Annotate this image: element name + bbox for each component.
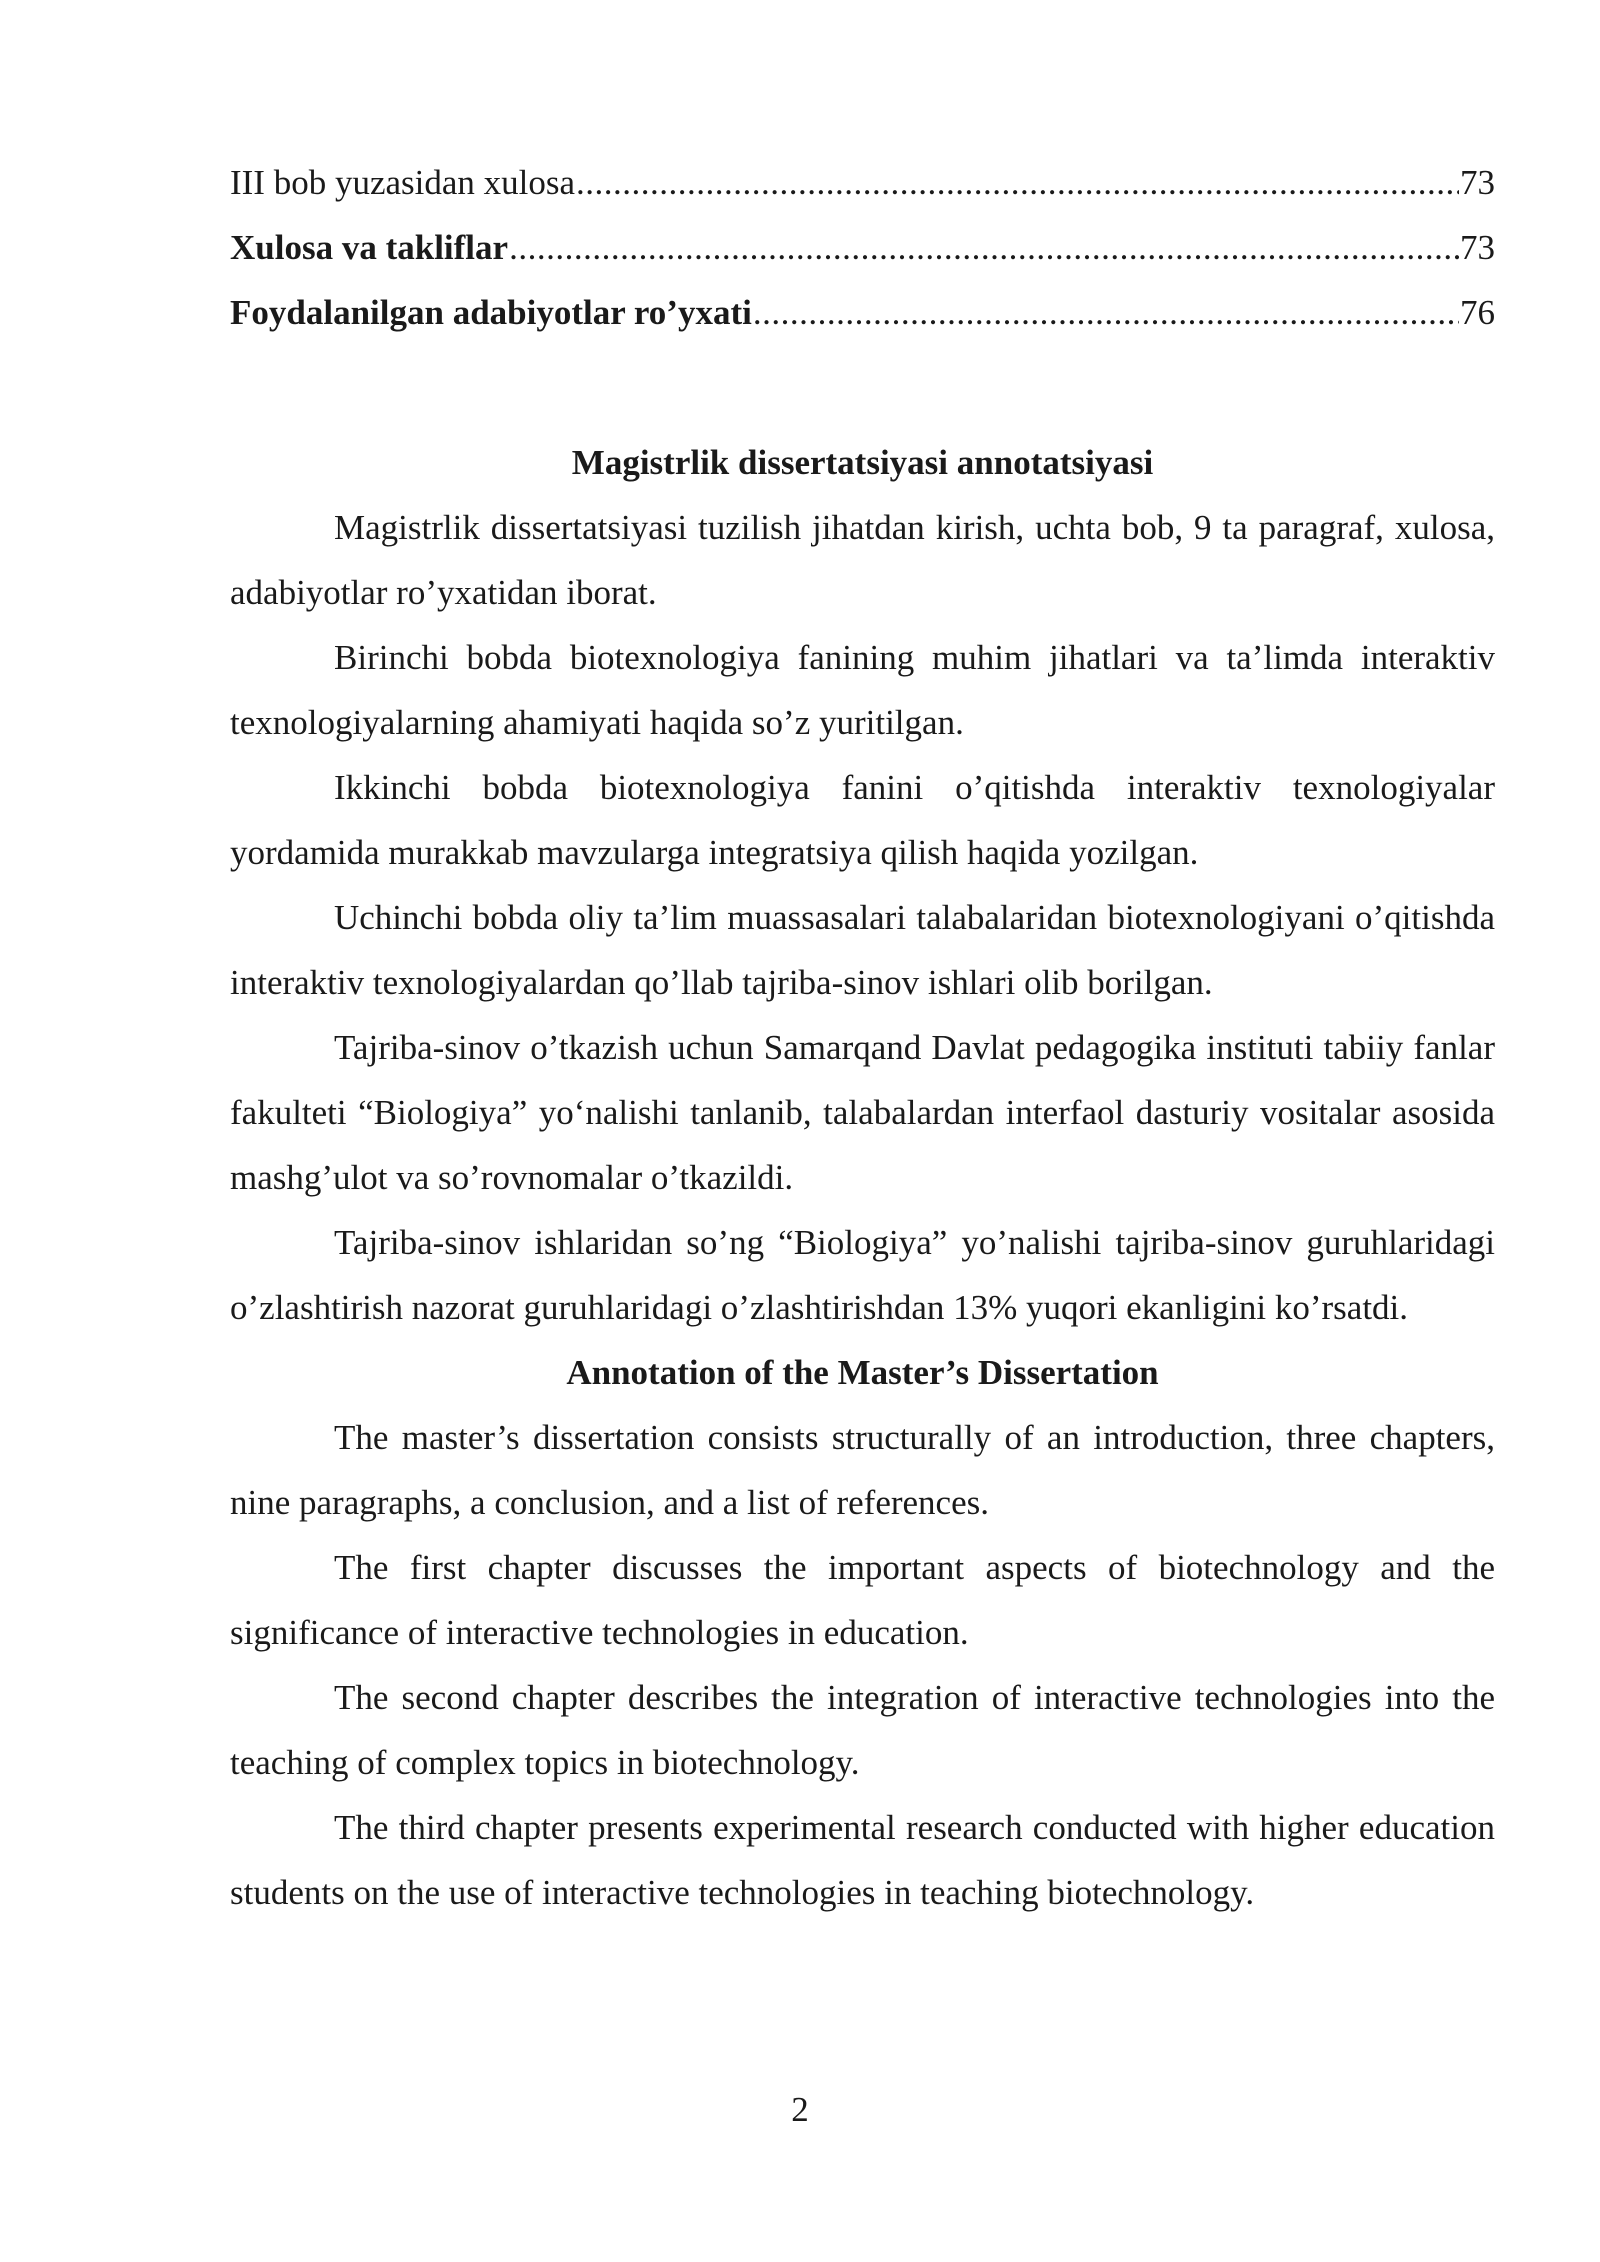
annotation-uz-paragraph: Tajriba-sinov o’tkazish uchun Samarqand Davlat pedagogika instituti tabiiy fanlar fakulteti “Biologiya” yo‘nalishi tanlanib, talabalardan interfaol dasturiy vositalar asosida mashg’ulot va so’rovnomalar o’tkazildi. [230, 1028, 1495, 1197]
annotation-uz-paragraph: Magistrlik dissertatsiyasi tuzilish jihatdan kirish, uchta bob, 9 ta paragraf, xulosa, adabiyotlar ro’yxatidan iborat. [230, 508, 1495, 612]
annotation-uzbek [230, 430, 1495, 1340]
toc-entry-label: Xulosa va takliflar [230, 228, 509, 267]
document-page [230, 150, 1495, 1925]
toc-entry-label: Foydalanilgan adabiyotlar ro’yxati [230, 293, 752, 332]
annotation-english [230, 1340, 1495, 1925]
toc-entry-label: III bob yuzasidan xulosa [230, 163, 576, 202]
annotation-en-heading: Annotation of the Master’s Dissertation [566, 1353, 1159, 1392]
annotation-uz-heading: Magistrlik dissertatsiyasi annotatsiyasi [571, 443, 1154, 482]
toc-entry-page: 73 [1460, 163, 1495, 202]
table-of-contents [230, 150, 1495, 345]
annotation-en-paragraph: The master’s dissertation consists structurally of an introduction, three chapters, nine paragraphs, a conclusion, and a list of references. [230, 1418, 1495, 1522]
annotation-uz-paragraph: Tajriba-sinov ishlaridan so’ng “Biologiya” yo’nalishi tajriba-sinov guruhlaridagi o’zlashtirish nazorat guruhlaridagi o’zlashtirishdan 13% yuqori ekanligini ko’rsatdi. [230, 1223, 1495, 1327]
toc-leader-dots [576, 150, 1459, 215]
annotation-en-paragraph: The second chapter describes the integration of interactive technologies into the teaching of complex topics in biotechnology. [230, 1678, 1495, 1782]
toc-entry [230, 150, 1495, 215]
annotation-en-paragraph: The first chapter discusses the important aspects of biotechnology and the significance of interactive technologies in education. [230, 1548, 1495, 1652]
toc-entry-page: 76 [1460, 293, 1495, 332]
toc-leader-dots [509, 215, 1459, 280]
toc-entry [230, 280, 1495, 345]
annotation-uz-paragraph: Ikkinchi bobda biotexnologiya fanini o’qitishda interaktiv texnologiyalar yordamida murakkab mavzularga integratsiya qilish haqida yozilgan. [230, 768, 1495, 872]
toc-entry-page: 73 [1460, 228, 1495, 267]
annotation-en-paragraph: The third chapter presents experimental research conducted with higher education students on the use of interactive technologies in teaching biotechnology. [230, 1808, 1495, 1912]
page-number: 2 [791, 2090, 809, 2129]
annotation-uz-paragraph: Birinchi bobda biotexnologiya fanining muhim jihatlari va ta’limda interaktiv texnologiyalarning ahamiyati haqida so’z yuritilgan. [230, 638, 1495, 742]
annotation-uz-paragraph: Uchinchi bobda oliy ta’lim muassasalari talabalaridan biotexnologiyani o’qitishda interaktiv texnologiyalardan qo’llab tajriba-sinov ishlari olib borilgan. [230, 898, 1495, 1002]
toc-leader-dots [753, 280, 1459, 345]
toc-entry [230, 215, 1495, 280]
